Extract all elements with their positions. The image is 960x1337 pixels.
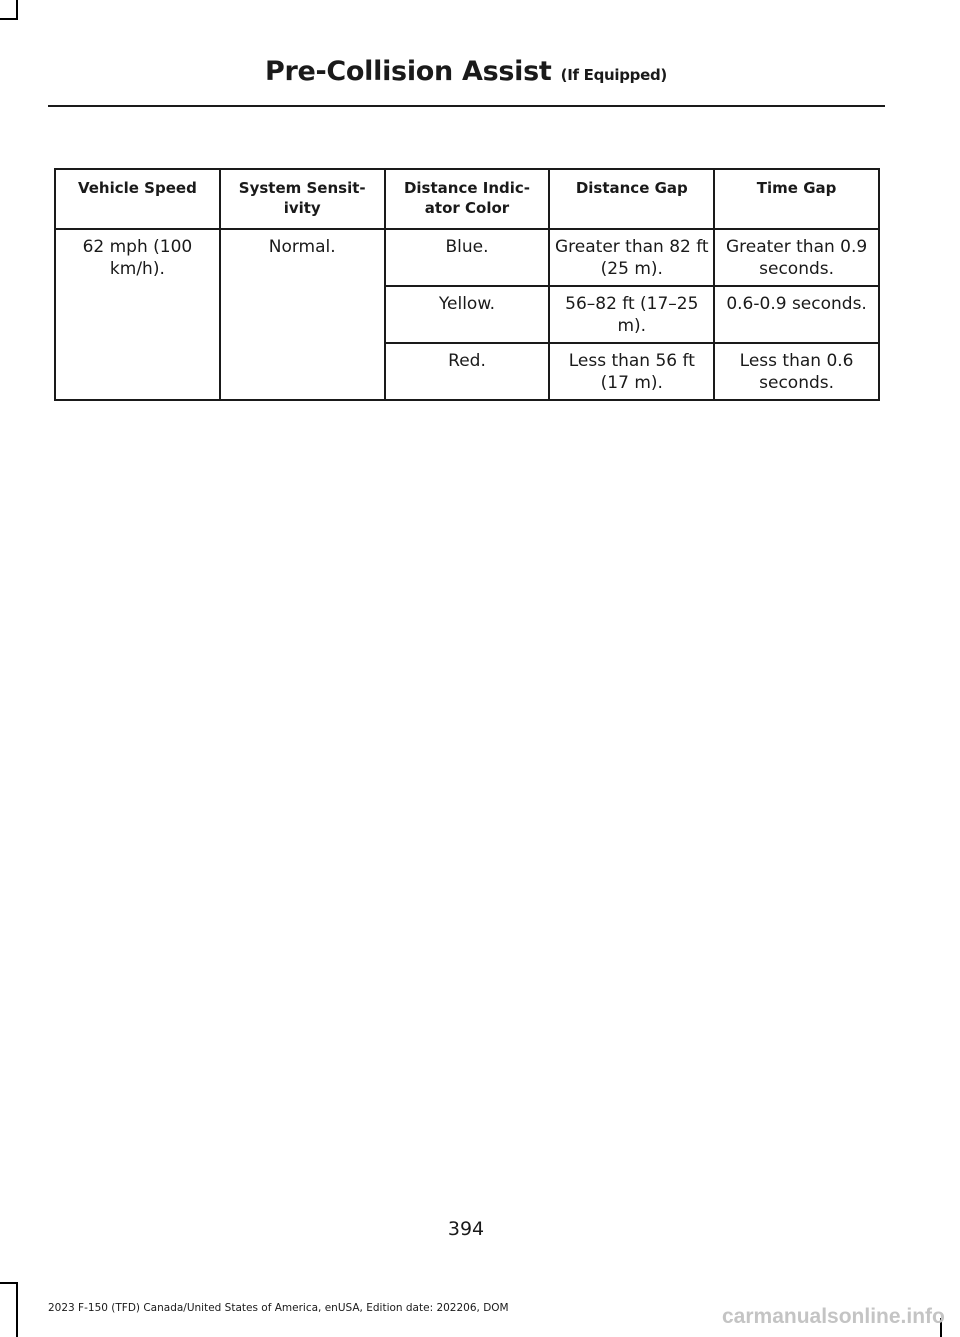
title-divider: [48, 105, 885, 107]
page-title: [50, 56, 882, 87]
cell-distance-gap: Less than 56 ft (17 m).: [549, 343, 714, 400]
distance-indicator-table: [54, 168, 880, 401]
page-title-main: Pre-Collision Assist: [265, 56, 552, 87]
cell-indicator-color: Yellow.: [385, 286, 550, 343]
page-title-subtitle: (If Equipped): [560, 66, 667, 84]
cell-indicator-color: Blue.: [385, 229, 550, 286]
crop-mark-bottom-left-h: [0, 1282, 18, 1284]
page-number: 394: [447, 1218, 485, 1240]
header-vehicle-speed: Vehicle Speed: [55, 169, 220, 229]
cell-indicator-color: Red.: [385, 343, 550, 400]
header-time-gap: Time Gap: [714, 169, 879, 229]
header-distance-indicator-color: Distance Indic-ator Color: [385, 169, 550, 229]
watermark: carmanualsonline.info: [722, 1305, 945, 1328]
table-row: [55, 229, 879, 286]
crop-mark-top-left-h: [0, 18, 18, 20]
cell-distance-gap: 56–82 ft (17–25 m).: [549, 286, 714, 343]
table-header-row: [55, 169, 879, 229]
cell-sensitivity: Normal.: [220, 229, 385, 400]
footer-edition-info: 2023 F-150 (TFD) Canada/United States of America, enUSA, Edition date: 202206, DOM: [48, 1302, 509, 1314]
cell-vehicle-speed: 62 mph (100 km/h).: [55, 229, 220, 400]
crop-mark-bottom-left-v: [16, 1282, 18, 1337]
cell-distance-gap: Greater than 82 ft (25 m).: [549, 229, 714, 286]
cell-time-gap: Less than 0.6 seconds.: [714, 343, 879, 400]
cell-time-gap: 0.6-0.9 seconds.: [714, 286, 879, 343]
header-distance-gap: Distance Gap: [549, 169, 714, 229]
crop-mark-top-left-v: [16, 0, 18, 20]
header-system-sensitivity: System Sensit-ivity: [220, 169, 385, 229]
cell-time-gap: Greater than 0.9 seconds.: [714, 229, 879, 286]
